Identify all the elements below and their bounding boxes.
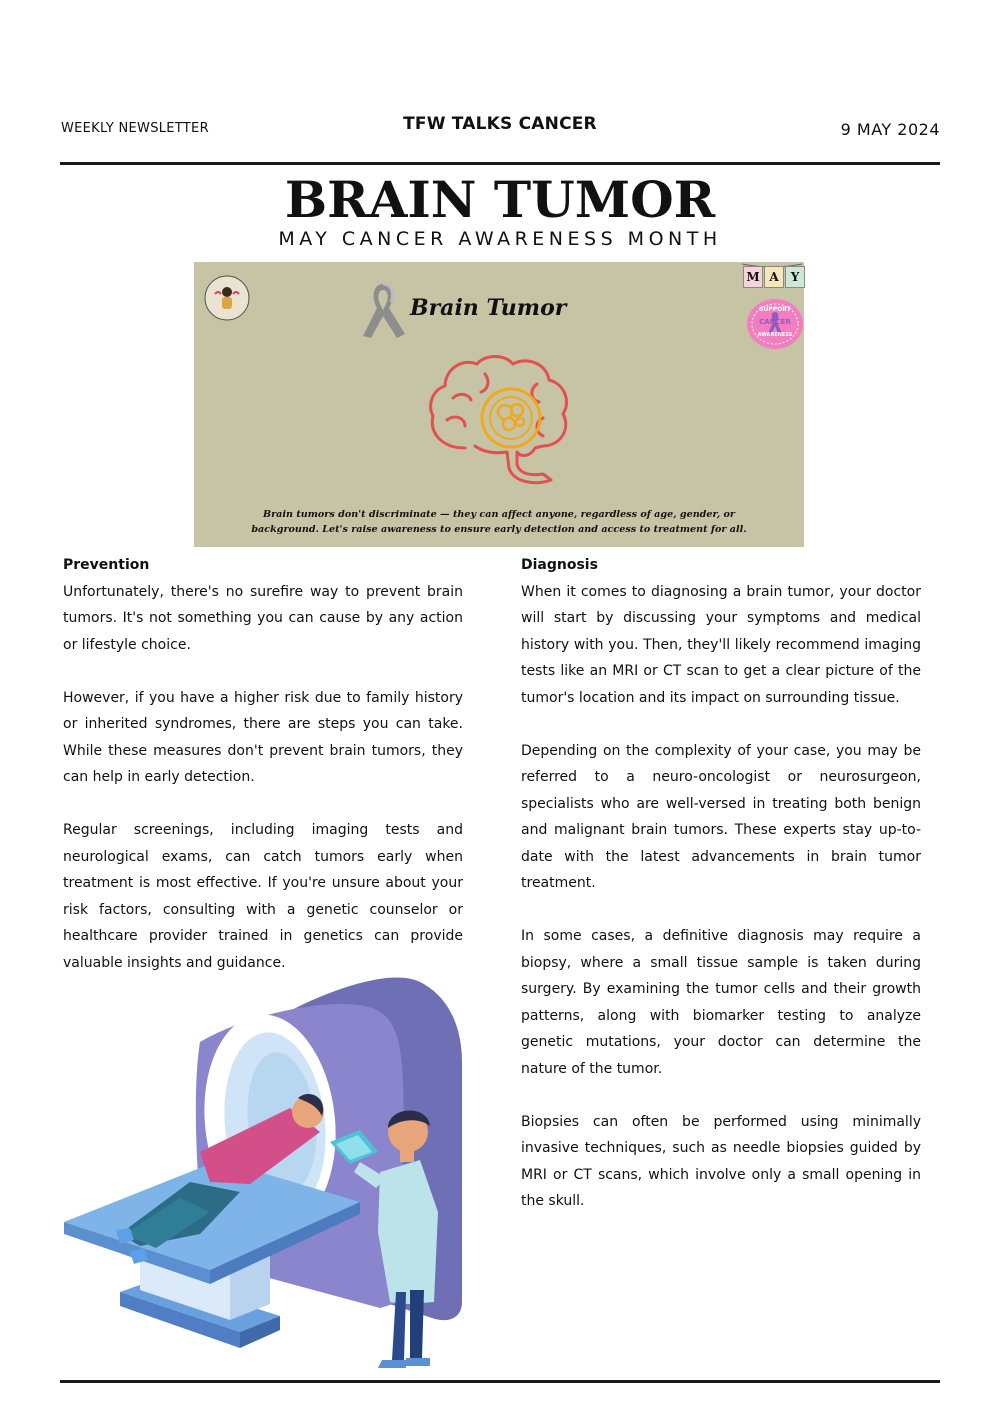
may-letter-m: M [743, 266, 763, 288]
tfw-logo-icon [203, 274, 251, 322]
brain-icon [425, 352, 575, 487]
banner-caption-line-2: background. Let's raise awareness to ensure early detection and access to treatment for all. [251, 524, 747, 535]
newsletter-label: WEEKLY NEWSLETTER [61, 121, 209, 136]
banner-title: Brain Tumor [410, 295, 567, 321]
publication-name: TFW TALKS CANCER [403, 114, 597, 134]
awareness-ribbon-icon [355, 278, 411, 340]
prevention-paragraph-1: Unfortunately, there's no surefire way to prevent brain tumors. It's not something you can cause by any action or lifestyle choice. [63, 583, 463, 653]
prevention-section [63, 552, 463, 1003]
diagnosis-paragraph-3: In some cases, a definitive diagnosis may require a biopsy, where a small tissue sample is taken during surgery. By examining the tumor cells and their growth patterns, along with biomarker testing to analyze genetic mutations, your doctor can determine the nature of the tumor. [521, 928, 921, 1077]
page-subtitle: MAY CANCER AWARENESS MONTH [278, 228, 722, 250]
banner-caption-line-1: Brain tumors don't discriminate — they can affect anyone, regardless of age, gender, or [263, 509, 735, 520]
diagnosis-paragraph-2: Depending on the complexity of your case, you may be referred to a neuro-oncologist or neurosurgeon, specialists who are well-versed in treating both benign and malignant brain tumors. These experts stay up-to-date with the latest advancements in brain tumor treatment. [521, 742, 921, 891]
badge-line-2: CANCER [759, 318, 791, 326]
diagnosis-paragraph-4: Biopsies can often be performed using minimally invasive techniques, such as needle biopsies guided by MRI or CT scans, which involve only a small opening in the skull. [521, 1113, 921, 1209]
bottom-divider [60, 1380, 940, 1383]
issue-date: 9 MAY 2024 [840, 120, 940, 139]
diagnosis-section [521, 552, 921, 1241]
diagnosis-paragraph-1: When it comes to diagnosing a brain tumor, your doctor will start by discussing your symptoms and medical history with you. Then, they'll likely recommend imaging tests like an MRI or CT scan to get a clear picture of the tumor's location and its impact on surrounding tissue. [521, 583, 921, 706]
may-letter-y: Y [785, 266, 805, 288]
badge-line-3: AWARENESS [757, 332, 793, 338]
prevention-paragraph-3: Regular screenings, including imaging tests and neurological exams, can catch tumors early when treatment is most effective. If you're unsure about your risk factors, consulting with a genetic counselor or healthcare provider trained in genetics can provide valuable insights and guidance. [63, 822, 463, 971]
diagnosis-heading: Diagnosis [521, 557, 598, 573]
banner-caption [214, 507, 784, 537]
page-title: BRAIN TUMOR [284, 170, 716, 229]
badge-line-1: SUPPORT [759, 306, 791, 313]
prevention-heading: Prevention [63, 557, 150, 573]
top-divider [60, 162, 940, 165]
may-letter-a: A [764, 266, 784, 288]
mri-scan-illustration [60, 972, 480, 1382]
prevention-paragraph-2: However, if you have a higher risk due to family history or inherited syndromes, there are steps you can take. While these measures don't prevent brain tumors, they can help in early detection. [63, 689, 463, 785]
